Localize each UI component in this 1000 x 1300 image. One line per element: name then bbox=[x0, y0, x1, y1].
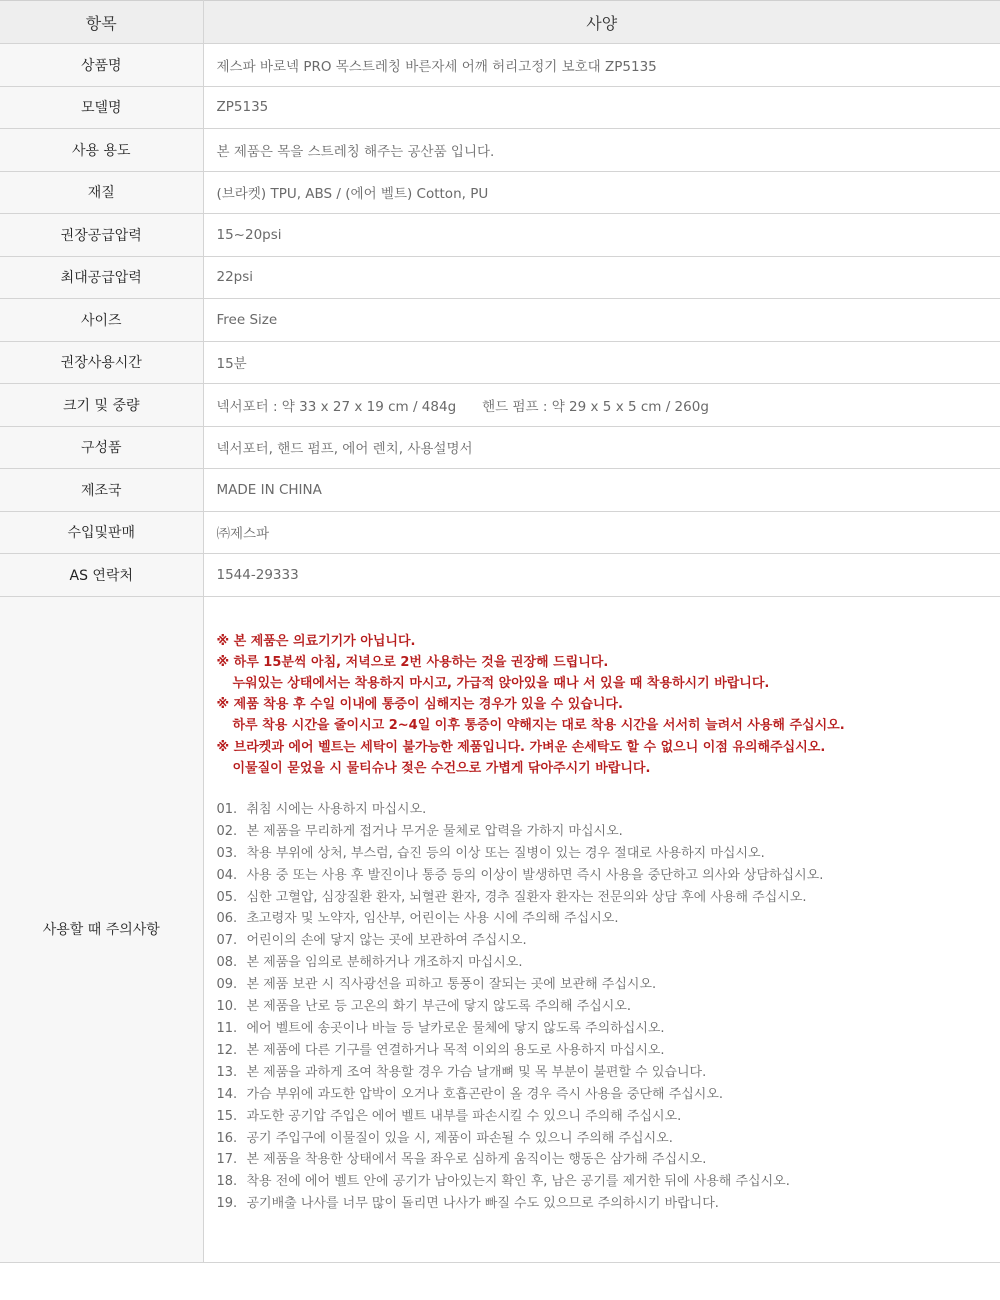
table-row bbox=[0, 384, 1000, 427]
notes-content bbox=[203, 596, 1000, 1262]
header-item: 항목 bbox=[0, 1, 203, 44]
caution-item bbox=[217, 1171, 1000, 1193]
row-value: 제스파 바로넥 PRO 목스트레칭 바른자세 어깨 허리고정기 보호대 ZP5135 bbox=[203, 44, 1000, 87]
row-label: 모델명 bbox=[0, 86, 203, 129]
notes-row bbox=[0, 596, 1000, 1262]
row-value: 넥서포터, 핸드 펌프, 에어 렌치, 사용설명서 bbox=[203, 426, 1000, 469]
row-value: 22psi bbox=[203, 256, 1000, 299]
caution-number: 06. bbox=[216, 911, 238, 927]
caution-item bbox=[217, 1040, 1000, 1062]
row-value: Free Size bbox=[203, 299, 1000, 342]
caution-text: 착용 부위에 상처, 부스럼, 습진 등의 이상 또는 질병이 있는 경우 절대로 사용하지 마십시오. bbox=[246, 845, 765, 861]
row-value: 15~20psi bbox=[203, 214, 1000, 257]
table-row bbox=[0, 299, 1000, 342]
caution-item bbox=[217, 1149, 1000, 1171]
caution-text: 심한 고혈압, 심장질환 환자, 뇌혈관 환자, 경추 질환자 환자는 전문의와 상담 후에 사용해 주십시오. bbox=[246, 889, 807, 905]
row-value: 1544-29333 bbox=[203, 554, 1000, 597]
caution-item bbox=[217, 1128, 1000, 1150]
row-value: ㈜제스파 bbox=[203, 511, 1000, 554]
caution-text: 본 제품을 착용한 상태에서 목을 좌우로 심하게 움직이는 행동은 삼가해 주십시오. bbox=[246, 1152, 707, 1168]
caution-item bbox=[217, 1062, 1000, 1084]
caution-item bbox=[217, 908, 1000, 930]
table-row bbox=[0, 214, 1000, 257]
caution-number: 16. bbox=[216, 1130, 238, 1146]
caution-item bbox=[217, 865, 1000, 887]
caution-text: 본 제품을 과하게 조여 착용할 경우 가슴 날개뼈 및 목 부분이 불편할 수 있습니다. bbox=[246, 1064, 707, 1080]
table-row bbox=[0, 426, 1000, 469]
table-row bbox=[0, 171, 1000, 214]
caution-number: 15. bbox=[216, 1108, 238, 1124]
header-spec: 사양 bbox=[203, 1, 1000, 44]
caution-number: 03. bbox=[216, 845, 238, 861]
caution-item bbox=[217, 1193, 1000, 1215]
table-row bbox=[0, 86, 1000, 129]
size-weight-pump: 핸드 펌프 : 약 29 x 5 x 5 cm / 260g bbox=[482, 398, 709, 415]
caution-number: 04. bbox=[216, 867, 238, 883]
caution-text: 공기배출 나사를 너무 많이 돌리면 나사가 빠질 수도 있으므로 주의하시기 바랍니다. bbox=[246, 1196, 719, 1212]
row-label: 재질 bbox=[0, 171, 203, 214]
table-row bbox=[0, 511, 1000, 554]
row-value bbox=[203, 384, 1000, 427]
caution-number: 17. bbox=[216, 1152, 238, 1168]
row-value: 15분 bbox=[203, 341, 1000, 384]
table-row bbox=[0, 129, 1000, 172]
caution-text: 본 제품을 무리하게 접거나 무거운 물체로 압력을 가하지 마십시오. bbox=[246, 823, 623, 839]
caution-item bbox=[217, 930, 1000, 952]
caution-list bbox=[217, 799, 1000, 1215]
caution-item bbox=[217, 952, 1000, 974]
warning-line: ※ 하루 15분씩 아침, 저녁으로 2번 사용하는 것을 권장해 드립니다. bbox=[216, 654, 609, 670]
caution-number: 13. bbox=[216, 1064, 238, 1080]
caution-number: 09. bbox=[216, 977, 238, 993]
caution-number: 14. bbox=[216, 1086, 238, 1102]
caution-text: 본 제품 보관 시 직사광선을 피하고 통풍이 잘되는 곳에 보관해 주십시오. bbox=[246, 977, 657, 993]
caution-text: 본 제품을 임의로 분해하거나 개조하지 마십시오. bbox=[246, 955, 523, 971]
caution-item bbox=[217, 1018, 1000, 1040]
row-value: (브라켓) TPU, ABS / (에어 벨트) Cotton, PU bbox=[203, 171, 1000, 214]
warning-line: 하루 착용 시간을 줄이시고 2~4일 이후 통증이 약해지는 대로 착용 시간을 서서히 늘려서 사용해 주십시오. bbox=[232, 718, 845, 734]
warning-line: 누워있는 상태에서는 착용하지 마시고, 가급적 앉아있을 때나 서 있을 때 착용하시기 바랍니다. bbox=[232, 675, 770, 691]
caution-item bbox=[217, 887, 1000, 909]
caution-text: 어린이의 손에 닿지 않는 곳에 보관하여 주십시오. bbox=[246, 933, 527, 949]
caution-item bbox=[217, 996, 1000, 1018]
caution-number: 02. bbox=[216, 823, 238, 839]
caution-number: 05. bbox=[216, 889, 238, 905]
caution-text: 사용 중 또는 사용 후 발진이나 통증 등의 이상이 발생하면 즉시 사용을 중단하고 의사와 상담하십시오. bbox=[246, 867, 824, 883]
warning-line: 이물질이 묻었을 시 물티슈나 젖은 수건으로 가볍게 닦아주시기 바랍니다. bbox=[232, 760, 651, 776]
caution-text: 취침 시에는 사용하지 마십시오. bbox=[246, 801, 427, 817]
size-weight-support: 넥서포터 : 약 33 x 27 x 19 cm / 484g bbox=[216, 398, 457, 415]
table-row bbox=[0, 44, 1000, 87]
row-value: ZP5135 bbox=[203, 86, 1000, 129]
row-label: 권장사용시간 bbox=[0, 341, 203, 384]
row-value: 본 제품은 목을 스트레칭 해주는 공산품 입니다. bbox=[203, 129, 1000, 172]
caution-item bbox=[217, 974, 1000, 996]
caution-number: 18. bbox=[216, 1174, 238, 1190]
row-label: 크기 및 중량 bbox=[0, 384, 203, 427]
caution-number: 08. bbox=[216, 955, 238, 971]
caution-number: 10. bbox=[216, 999, 238, 1015]
warning-line: ※ 브라켓과 에어 벨트는 세탁이 불가능한 제품입니다. 가벼운 손세탁도 할 수 없으니 이점 유의해주십시오. bbox=[216, 739, 826, 755]
caution-text: 과도한 공기압 주입은 에어 벨트 내부를 파손시킬 수 있으니 주의해 주십시오. bbox=[246, 1108, 682, 1124]
caution-text: 가슴 부위에 과도한 압박이 오거나 호흡곤란이 올 경우 즉시 사용을 중단해 주십시오. bbox=[246, 1086, 724, 1102]
table-row bbox=[0, 256, 1000, 299]
caution-number: 19. bbox=[216, 1196, 238, 1212]
warning-block bbox=[217, 631, 1000, 779]
row-label: 상품명 bbox=[0, 44, 203, 87]
table-header bbox=[0, 1, 1000, 44]
table-row bbox=[0, 341, 1000, 384]
caution-text: 공기 주입구에 이물질이 있을 시, 제품이 파손될 수 있으니 주의해 주십시오. bbox=[246, 1130, 673, 1146]
caution-text: 에어 벨트에 송곳이나 바늘 등 날카로운 물체에 닿지 않도록 주의하십시오. bbox=[246, 1020, 665, 1036]
row-label: AS 연락처 bbox=[0, 554, 203, 597]
caution-number: 11. bbox=[216, 1020, 238, 1036]
caution-item bbox=[217, 1084, 1000, 1106]
row-label: 권장공급압력 bbox=[0, 214, 203, 257]
warning-line: ※ 본 제품은 의료기기가 아닙니다. bbox=[216, 633, 416, 649]
caution-text: 본 제품을 난로 등 고온의 화기 부근에 닿지 않도록 주의해 주십시오. bbox=[246, 999, 632, 1015]
row-label: 수입및판매 bbox=[0, 511, 203, 554]
caution-number: 12. bbox=[216, 1042, 238, 1058]
caution-number: 01. bbox=[216, 801, 238, 817]
caution-item bbox=[217, 1106, 1000, 1128]
row-label: 사용 용도 bbox=[0, 129, 203, 172]
table-row bbox=[0, 554, 1000, 597]
caution-item bbox=[217, 843, 1000, 865]
table-row bbox=[0, 469, 1000, 512]
row-label: 구성품 bbox=[0, 426, 203, 469]
row-label: 최대공급압력 bbox=[0, 256, 203, 299]
row-label: 사이즈 bbox=[0, 299, 203, 342]
row-value: MADE IN CHINA bbox=[203, 469, 1000, 512]
warning-line: ※ 제품 착용 후 수일 이내에 통증이 심해지는 경우가 있을 수 있습니다. bbox=[216, 697, 623, 713]
caution-number: 07. bbox=[216, 933, 238, 949]
caution-text: 초고령자 및 노약자, 임산부, 어린이는 사용 시에 주의해 주십시오. bbox=[246, 911, 619, 927]
row-label: 제조국 bbox=[0, 469, 203, 512]
caution-text: 본 제품에 다른 기구를 연결하거나 목적 이외의 용도로 사용하지 마십시오. bbox=[246, 1042, 665, 1058]
caution-text: 착용 전에 에어 벨트 안에 공기가 남아있는지 확인 후, 남은 공기를 제거한 뒤에 사용해 주십시오. bbox=[246, 1174, 790, 1190]
caution-item bbox=[217, 821, 1000, 843]
notes-label: 사용할 때 주의사항 bbox=[0, 596, 203, 1262]
caution-item bbox=[217, 799, 1000, 821]
